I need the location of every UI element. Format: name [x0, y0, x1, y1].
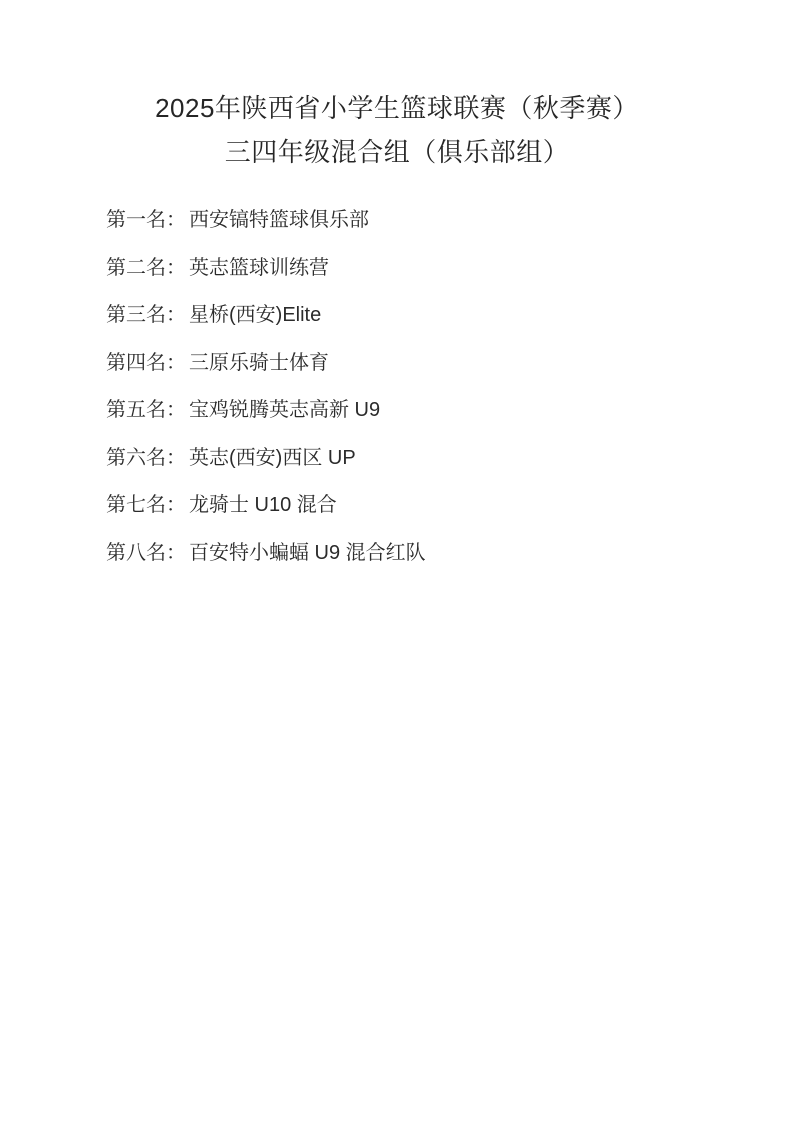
- ranking-row-1: [106, 197, 794, 245]
- rank-label: 第七名：: [106, 494, 186, 517]
- rank-label: 第六名：: [106, 446, 186, 469]
- team-name: 龙骑士 U10 混合: [189, 494, 337, 517]
- team-name: 三原乐骑士体育: [189, 351, 329, 374]
- rankings-list: [106, 197, 794, 577]
- team-name: 英志(西安)西区 UP: [189, 446, 356, 469]
- ranking-row-2: [106, 245, 794, 293]
- rank-label: 第五名：: [106, 399, 186, 422]
- team-name: 百安特小蝙蝠 U9 混合红队: [189, 541, 426, 564]
- team-name: 英志篮球训练营: [189, 256, 329, 279]
- ranking-row-4: [106, 340, 794, 388]
- ranking-row-8: [106, 530, 794, 578]
- team-name: 宝鸡锐腾英志高新 U9: [189, 399, 381, 422]
- rank-label: 第三名：: [106, 304, 186, 327]
- ranking-row-6: [106, 435, 794, 483]
- title-line-1: 2025年陕西省小学生篮球联赛（秋季赛）: [155, 93, 639, 123]
- ranking-row-7: [106, 482, 794, 530]
- rank-label: 第四名：: [106, 351, 186, 374]
- rank-label: 第一名：: [106, 209, 186, 232]
- ranking-row-3: [106, 292, 794, 340]
- team-name: 星桥(西安)Elite: [189, 304, 322, 327]
- rank-label: 第八名：: [106, 541, 186, 564]
- team-name: 西安镐特篮球俱乐部: [189, 209, 369, 232]
- rank-label: 第二名：: [106, 256, 186, 279]
- ranking-row-5: [106, 387, 794, 435]
- title-line-2: 三四年级混合组（俱乐部组）: [224, 137, 570, 167]
- document-title: [0, 0, 794, 174]
